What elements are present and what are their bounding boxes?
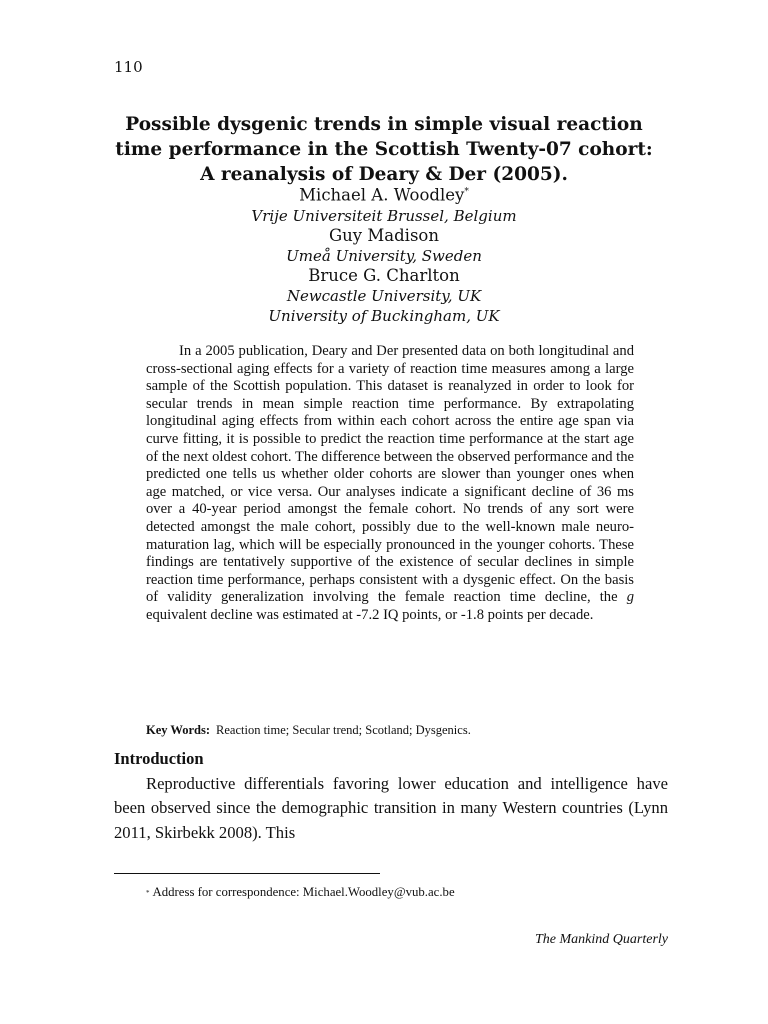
keywords-text: Reaction time; Secular trend; Scotland; Dysgenics.	[216, 723, 471, 737]
title-line: time performance in the Scottish Twenty-07 cohort:	[115, 139, 653, 160]
section-heading: Introduction	[114, 749, 204, 768]
paper-title	[100, 112, 668, 187]
author-block	[100, 182, 668, 326]
g-factor-symbol: g	[626, 589, 634, 606]
author-name: Michael A. Woodley*	[299, 185, 469, 205]
author-affiliation: Vrije Universiteit Brussel, Belgium	[251, 206, 517, 225]
title-line: A reanalysis of Deary & Der (2005).	[200, 164, 568, 185]
author-name: Guy Madison	[329, 225, 439, 245]
footnote-divider	[114, 873, 380, 874]
journal-name: The Mankind Quarterly	[535, 932, 668, 947]
title-line: Possible dysgenic trends in simple visual reaction	[125, 114, 643, 135]
keywords	[146, 723, 471, 738]
footnote	[146, 885, 455, 900]
keywords-label: Key Words:	[146, 723, 211, 737]
abstract: In a 2005 publication, Deary and Der presented data on both longitudinal and cross-sectional aging effects for a variety of reaction time measures among a large sample of the Scottish population. This dataset is reanalyzed in order to look for secular trends in mean simple reaction time performance. By extrapolating longitudinal aging effects from within each cohort across the entire age span via curve fitting, it is possible to predict the reaction time performance at the start age of the next oldest cohort. The difference between the observed performance and the predicted one tells us whether older cohorts are slower than younger ones when age matched, or vice versa. Our analyses indicate a significant decline of 36 ms over a 40-year period amongst the female cohort. No trends of any sort were detected amongst the male cohort, possibly due to the well-known male neuro-maturation lag, which will be especially pronounced in the younger cohorts. These findings are tentatively supportive of the existence of secular declines in simple reaction time performance, perhaps consistent with a dysgenic effect. On the basis of validity generalization involving the female reaction time decline, the g equivalent decline was estimated at -7.2 IQ points, or -1.8 points per decade.	[146, 343, 634, 623]
footnote-marker: *	[464, 187, 469, 197]
author-affiliation: Umeå University, Sweden	[286, 246, 482, 265]
author-name: Bruce G. Charlton	[308, 265, 460, 285]
author-affiliation: University of Buckingham, UK	[268, 306, 500, 325]
footnote-marker: *	[146, 889, 150, 898]
author-affiliation: Newcastle University, UK	[286, 286, 482, 305]
introduction-paragraph: Reproductive differentials favoring lower education and intelligence have been observed since the demographic transition in many Western countries (Lynn 2011, Skirbekk 2008). This	[114, 774, 668, 842]
page-number: 110	[114, 58, 143, 76]
footnote-text: Address for correspondence: Michael.Woodley@vub.ac.be	[152, 885, 455, 899]
